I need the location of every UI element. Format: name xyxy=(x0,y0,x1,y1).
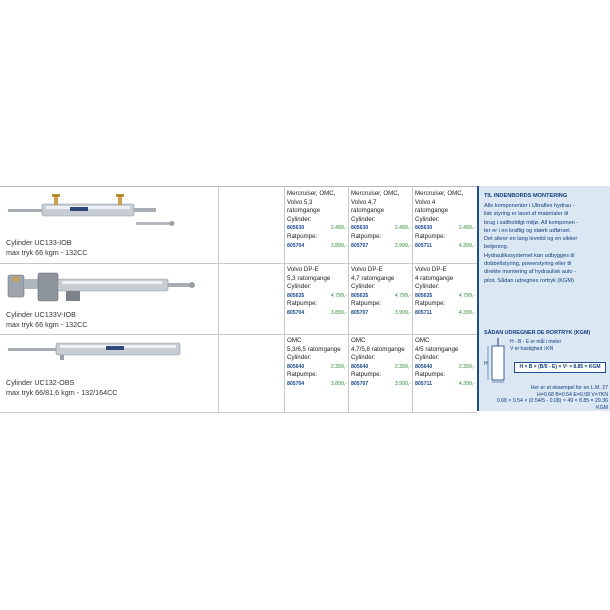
product-name: Cylinder UC133V-IOB max tryk 66 kgm - 132CC xyxy=(6,310,88,329)
height-label: H xyxy=(484,361,488,367)
variant-cell: Mercruiser, OMC, Volvo 5,3 ratomgange Cylinder: 805630 2.499,- Ratpumpe: 805704 3.899,- xyxy=(287,190,347,249)
table-row xyxy=(0,187,477,264)
variant-cell: Volvo DP-E 4,7 ratomgange Cylinder: 805635 4.799,- Ratpumpe: 805707 3.999,- xyxy=(351,266,411,316)
cylinder-price-line: 805635 4.799,- xyxy=(287,292,347,299)
pump-price-line: 805711 4.399,- xyxy=(415,380,475,387)
pump-price-line: 805707 3.999,- xyxy=(351,380,411,387)
column-divider xyxy=(348,187,349,412)
column-divider xyxy=(284,187,285,412)
info-panel xyxy=(477,186,610,411)
cylinder-image xyxy=(6,265,196,307)
variant-cell: Mercruiser, OMC, Volvo 4 ratomgange Cylinder: 805630 2.499,- Ratpumpe: 805711 4.399,- xyxy=(415,190,475,249)
column-divider xyxy=(218,187,219,412)
variant-cell: Volvo DP-E 4 ratomgange Cylinder: 805635 4.799,- Ratpumpe: 805711 4.399,- xyxy=(415,266,475,316)
info-body: Alle komponenter i Ultraflex hydrau - lisk styring er lavet af materialer til brug i saltholdigt miljø. All komponen - ter er i en kraftig og stærk udførsel. Det sikrer en lang levetid og en sikker betjening. Hydraulikssystemet kan udbygges til dobbeltstyring, powerstyring eller til direkte montering af hydraulisk auto - pilot. Sådan udregnes rortryk (KGM) xyxy=(484,203,579,284)
pump-price-line: 805707 3.999,- xyxy=(351,309,411,316)
formula-legend: H - B - E er mål i meter V er hastighed i KN xyxy=(510,339,562,352)
cylinder-price-line: 805640 2.399,- xyxy=(351,363,411,370)
pump-price-line: 805704 3.899,- xyxy=(287,380,347,387)
column-divider xyxy=(412,187,413,412)
pump-price-line: 805704 3.899,- xyxy=(287,309,347,316)
cylinder-price-line: 805630 2.499,- xyxy=(287,225,347,232)
cylinder-price-line: 805640 2.399,- xyxy=(287,363,347,370)
formula-title: SÅDAN UDREGNER DE RORTRYK (KGM) xyxy=(484,330,591,336)
cylinder-image xyxy=(6,189,176,229)
variant-cell: OMC 4/5 ratomgange Cylinder: 805640 2.399,- Ratpumpe: 805711 4.399,- xyxy=(415,337,475,387)
cylinder-image xyxy=(6,338,186,368)
cylinder-price-line: 805630 2.499,- xyxy=(351,225,411,232)
cylinder-price-line: 805635 4.799,- xyxy=(351,292,411,299)
product-table xyxy=(0,186,477,413)
pump-price-line: 805704 3.899,- xyxy=(287,242,347,249)
cylinder-price-line: 805640 2.399,- xyxy=(415,363,475,370)
cylinder-price-line: 805635 4.799,- xyxy=(415,292,475,299)
pump-price-line: 805707 3.999,- xyxy=(351,242,411,249)
variant-cell: Volvo DP-E 5,3 ratomgange Cylinder: 805635 4.799,- Ratpumpe: 805704 3.899,- xyxy=(287,266,347,316)
formula-example: Her er et eksempel for en L.M. 27 H=0.68 B=0.54 E=0.08 V=7KN 0.68 × 0.54 × (0.54/5 - 0.08) × 49 × 8.85 = 29.36 KGM xyxy=(496,385,608,411)
variant-cell: OMC 5,3/6,5 ratomgange Cylinder: 805640 2.399,- Ratpumpe: 805704 3.899,- xyxy=(287,337,347,387)
variant-cell: Mercruiser, OMC, Volvo 4,7 ratomgange Cylinder: 805630 2.499,- Ratpumpe: 805707 3.999,- xyxy=(351,190,411,249)
rudder-diagram xyxy=(484,338,608,384)
product-sheet xyxy=(0,186,610,411)
pump-price-line: 805711 4.399,- xyxy=(415,309,475,316)
info-title: TIL INDENBORDS MONTERING xyxy=(484,193,568,199)
product-name: Cylinder UC132-OBS max tryk 66/81,6 kgm - 132/164CC xyxy=(6,378,118,397)
table-row xyxy=(0,334,477,413)
cylinder-price-line: 805630 2.499,- xyxy=(415,225,475,232)
pump-price-line: 805711 4.399,- xyxy=(415,242,475,249)
rudder-icon xyxy=(484,338,512,384)
table-row xyxy=(0,263,477,335)
variant-cell: OMC 4,7/5,8 ratomgange Cylinder: 805640 2.399,- Ratpumpe: 805707 3.999,- xyxy=(351,337,411,387)
formula-box: H × B × (B/5 - E) × V² × 8.85 = KGM xyxy=(514,362,606,373)
product-name: Cylinder UC133-IOB max tryk 66 kgm - 132CC xyxy=(6,238,88,257)
